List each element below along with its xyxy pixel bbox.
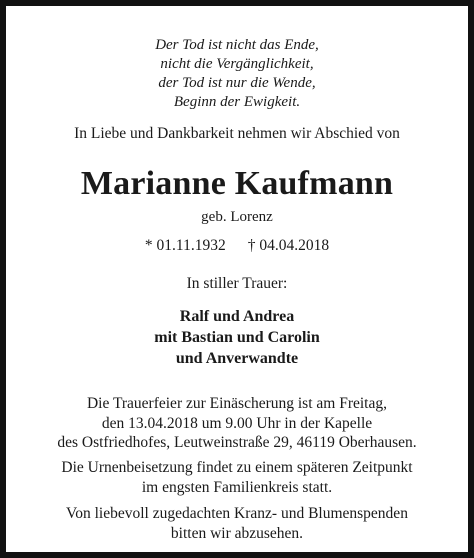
ceremony-info bbox=[6, 394, 468, 453]
poem-line: Beginn der Ewigkeit. bbox=[173, 94, 301, 110]
urn-burial-info bbox=[6, 458, 468, 497]
mourning-label: In stiller Trauer: bbox=[186, 275, 288, 292]
death-date: † 04.04.2018 bbox=[247, 237, 330, 254]
family-names bbox=[6, 306, 468, 369]
life-dates bbox=[6, 236, 468, 256]
poem-line: der Tod ist nur die Wende, bbox=[158, 75, 316, 91]
ceremony-line: des Ostfriedhofes, Leutweinstraße 29, 46119 Oberhausen. bbox=[57, 434, 417, 451]
birth-name: geb. Lorenz bbox=[201, 209, 273, 225]
flowers-line: bitten wir abzusehen. bbox=[170, 524, 304, 542]
flowers-line: Von liebevoll zugedachten Kranz- und Blumenspenden bbox=[66, 505, 408, 522]
urn-line: Die Urnenbeisetzung findet zu einem späteren Zeitpunkt bbox=[61, 459, 413, 476]
urn-line: im engsten Familienkreis statt. bbox=[141, 478, 333, 496]
flowers-request bbox=[6, 504, 468, 543]
ceremony-line: den 13.04.2018 um 9.00 Uhr in der Kapelle bbox=[101, 414, 373, 432]
ceremony-line: Die Trauerfeier zur Einäscherung ist am Freitag, bbox=[86, 395, 387, 412]
family-line: mit Bastian und Carolin bbox=[154, 329, 320, 346]
intro-text: In Liebe und Dankbarkeit nehmen wir Abschied von bbox=[74, 125, 400, 142]
poem-line: nicht die Vergänglichkeit, bbox=[160, 56, 314, 72]
family-line: Ralf und Andrea bbox=[179, 308, 295, 325]
poem bbox=[6, 36, 468, 112]
family-line: und Anverwandte bbox=[175, 350, 299, 367]
obituary-notice bbox=[6, 6, 468, 552]
birth-date: * 01.11.1932 bbox=[144, 237, 226, 254]
poem-line: Der Tod ist nicht das Ende, bbox=[155, 37, 319, 53]
deceased-name: Marianne Kaufmann bbox=[80, 165, 394, 202]
